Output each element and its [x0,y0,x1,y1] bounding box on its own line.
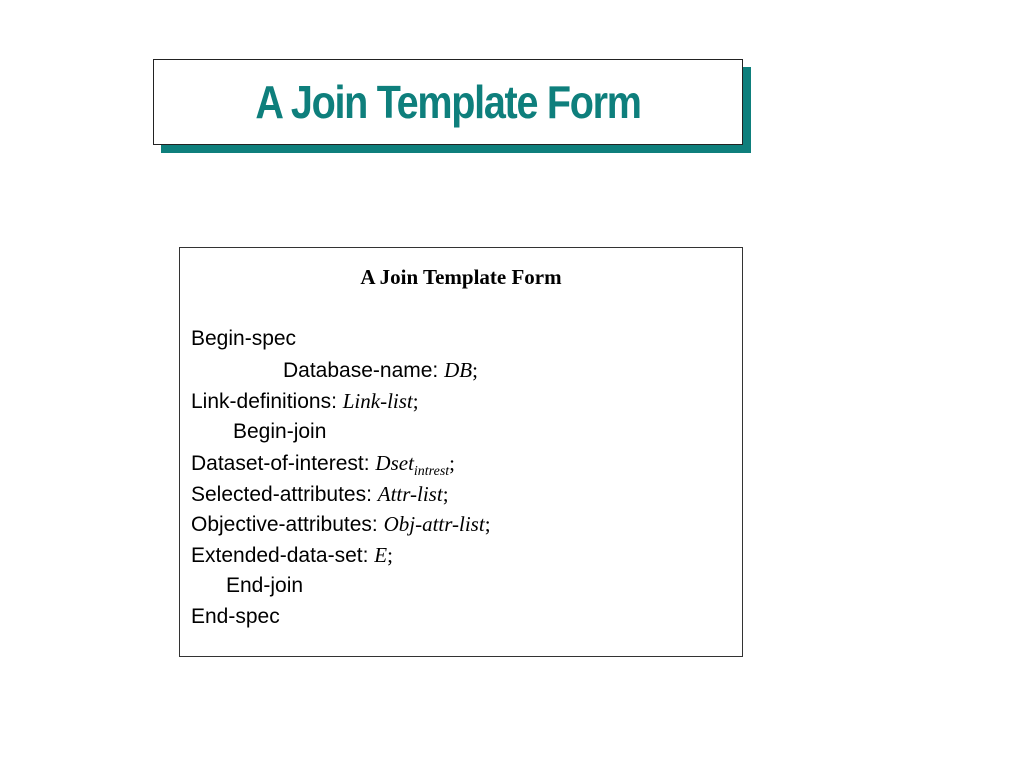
link-definitions-value: Link-list [342,389,413,413]
objective-attributes-terminator: ; [484,512,491,536]
objective-attributes-label: Objective-attributes: [191,513,384,536]
extended-data-set-terminator: ; [387,543,393,567]
link-definitions-line [191,389,419,414]
begin-spec-line: Begin-spec [191,327,297,350]
panel-heading: A Join Template Form [360,265,562,289]
dataset-of-interest-subscript: intrest [413,464,450,479]
slide-title-box [153,59,743,145]
database-name-terminator: ; [472,358,478,382]
link-definitions-label: Link-definitions: [191,390,343,413]
slide-title: A Join Template Form [255,76,641,128]
selected-attributes-terminator: ; [442,482,449,506]
extended-data-set-value: E [374,543,388,567]
dataset-of-interest-line [191,451,455,480]
dataset-of-interest-value: Dset [375,451,414,475]
database-name-label: Database-name: [283,359,445,382]
link-definitions-terminator: ; [412,389,419,413]
selected-attributes-value: Attr-list [377,482,443,506]
extended-data-set-label: Extended-data-set: [191,544,375,567]
dataset-of-interest-terminator: ; [449,451,456,475]
objective-attributes-line [191,512,491,537]
end-spec-line: End-spec [191,605,280,628]
dataset-of-interest-label: Dataset-of-interest: [191,452,376,475]
objective-attributes-value: Obj-attr-list [383,512,485,536]
end-join-line: End-join [226,574,304,597]
extended-data-set-line [191,543,393,568]
begin-join-line: Begin-join [233,420,327,443]
database-name-line [283,358,478,383]
selected-attributes-line [191,482,449,507]
join-template-panel [179,247,743,657]
selected-attributes-label: Selected-attributes: [191,483,378,506]
database-name-value: DB [444,358,473,382]
